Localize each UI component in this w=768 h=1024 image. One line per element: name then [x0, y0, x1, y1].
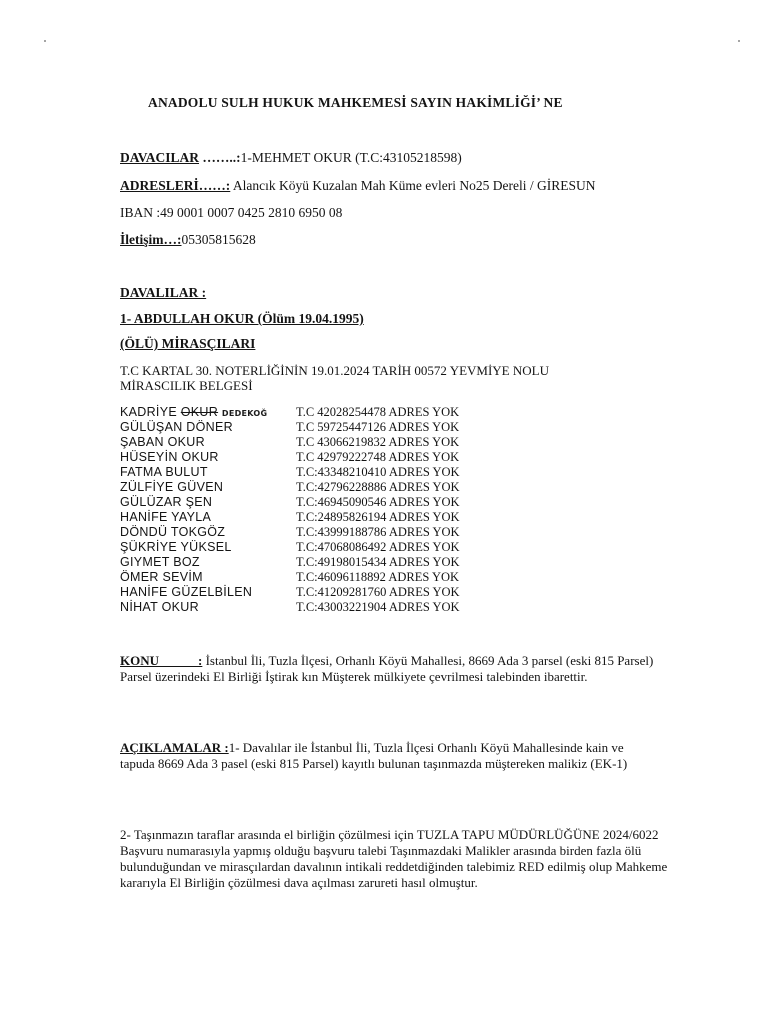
scan-speck	[44, 40, 46, 42]
contact-label: İletişim…:	[120, 232, 182, 247]
heir-tc: T.C:46945090546 ADRES YOK	[296, 495, 460, 509]
defendants-label: DAVALILAR :	[120, 285, 207, 300]
heir-name: GIYMET BOZ	[120, 555, 200, 569]
heir-name: NİHAT OKUR	[120, 600, 199, 614]
heir-name: GÜLÜZAR ŞEN	[120, 495, 213, 509]
address-value: Alancık Köyü Kuzalan Mah Küme evleri No25 Dereli / GİRESUN	[230, 178, 596, 193]
heir-name: GÜLÜŞAN DÖNER	[120, 420, 233, 434]
heir-name: ÖMER SEVİM	[120, 570, 203, 584]
subject-label: KONU	[120, 653, 159, 668]
plaintiff-dots: ……..:	[199, 150, 241, 165]
heir-name: HANİFE GÜZELBİLEN	[120, 585, 253, 599]
address-line	[120, 178, 595, 194]
subject-spacer: :	[159, 653, 203, 668]
heir-tc: T.C:43999188786 ADRES YOK	[296, 525, 460, 539]
iban-line: IBAN :49 0001 0007 0425 2810 6950 08	[120, 205, 343, 220]
plaintiff-label: DAVACILAR	[120, 150, 200, 165]
heir-tc: T.C:46096118892 ADRES YOK	[296, 570, 460, 584]
heir-name: ŞABAN OKUR	[120, 435, 205, 449]
address-label: ADRESLERİ……:	[120, 178, 231, 193]
contact-line	[120, 232, 256, 248]
handwritten-correction: DEDEKOĞ	[221, 409, 268, 418]
scan-speck	[738, 40, 740, 42]
document-title: ANADOLU SULH HUKUK MAHKEMESİ SAYIN HAKİMLİĞİ’ NE	[148, 95, 563, 110]
explanation-paragraph-1	[120, 740, 660, 772]
heir-name: DÖNDÜ TOKGÖZ	[120, 525, 226, 539]
heir-tc: T.C:43003221904 ADRES YOK	[296, 600, 460, 614]
heir-tc: T.C 43066219832 ADRES YOK	[296, 435, 460, 449]
heir-name: ZÜLFİYE GÜVEN	[120, 480, 224, 494]
heir-tc: T.C 42979222748 ADRES YOK	[296, 450, 460, 464]
struck-surname: OKUR	[180, 405, 219, 419]
heir-tc: T.C:47068086492 ADRES YOK	[296, 540, 460, 554]
explanation-paragraph-2: 2- Taşınmazın taraflar arasında el birliğin çözülmesi için TUZLA TAPU MÜDÜRLÜĞÜNE 2024/6022 Başvuru numarasıyla yapmış olduğu başvuru talebi Taşınmazdaki Malikler arasında birden fazla ölü bulunduğundan ve mirasçılardan davalının intikali reddetdiğinden talebimiz RED edilmiş olup Mahkeme kararıyla El Birliğin çözülmesi dava açılması zarureti hasıl olmuştur.	[120, 827, 668, 890]
heir-name: KADRİYE	[120, 405, 177, 419]
plaintiff-line	[120, 150, 462, 166]
heirs-label: (ÖLÜ) MİRASÇILARI	[120, 336, 256, 351]
subject-paragraph	[120, 653, 660, 685]
notary-line-2: MİRASCILIK BELGESİ	[120, 378, 253, 393]
explanation-item-1: 1- Davalılar ile İstanbul İli, Tuzla İlçesi Orhanlı Köyü Mahallesinde kain ve tapuda 8669 Ada 3 pasel (eski 815 Parsel) kayıtlı bulunan taşınmazda müştereken malikiz (EK-1)	[120, 740, 628, 771]
notary-line-1: T.C KARTAL 30. NOTERLİĞİNİN 19.01.2024 TARİH 00572 YEVMİYE NOLU	[120, 363, 549, 378]
heir-name: HANİFE YAYLA	[120, 510, 212, 524]
heir-tc: T.C:49198015434 ADRES YOK	[296, 555, 460, 569]
heir-tc: T.C:42796228886 ADRES YOK	[296, 480, 460, 494]
deceased-line: 1- ABDULLAH OKUR (Ölüm 19.04.1995)	[120, 311, 364, 326]
heir-tc: T.C 59725447126 ADRES YOK	[296, 420, 460, 434]
heir-tc: T.C:41209281760 ADRES YOK	[296, 585, 460, 599]
heir-name: HÜSEYİN OKUR	[120, 450, 219, 464]
contact-value: 05305815628	[181, 232, 256, 247]
heir-tc: T.C:24895826194 ADRES YOK	[296, 510, 460, 524]
heir-tc: T.C:43348210410 ADRES YOK	[296, 465, 460, 479]
explanations-label: AÇIKLAMALAR :	[120, 740, 229, 755]
heir-name: ŞÜKRİYE YÜKSEL	[120, 540, 232, 554]
subject-text: İstanbul İli, Tuzla İlçesi, Orhanlı Köyü Mahallesi, 8669 Ada 3 parsel (eski 815 Parsel) Parsel üzerindeki El Birliği İştirak kın Müşterek mülkiyete çevrilmesi talebinden ibarettir.	[120, 653, 654, 684]
plaintiff-value: 1-MEHMET OKUR (T.C:43105218598)	[240, 150, 462, 165]
heir-tc: T.C 42028254478 ADRES YOK	[296, 405, 460, 419]
heir-name: FATMA BULUT	[120, 465, 208, 479]
